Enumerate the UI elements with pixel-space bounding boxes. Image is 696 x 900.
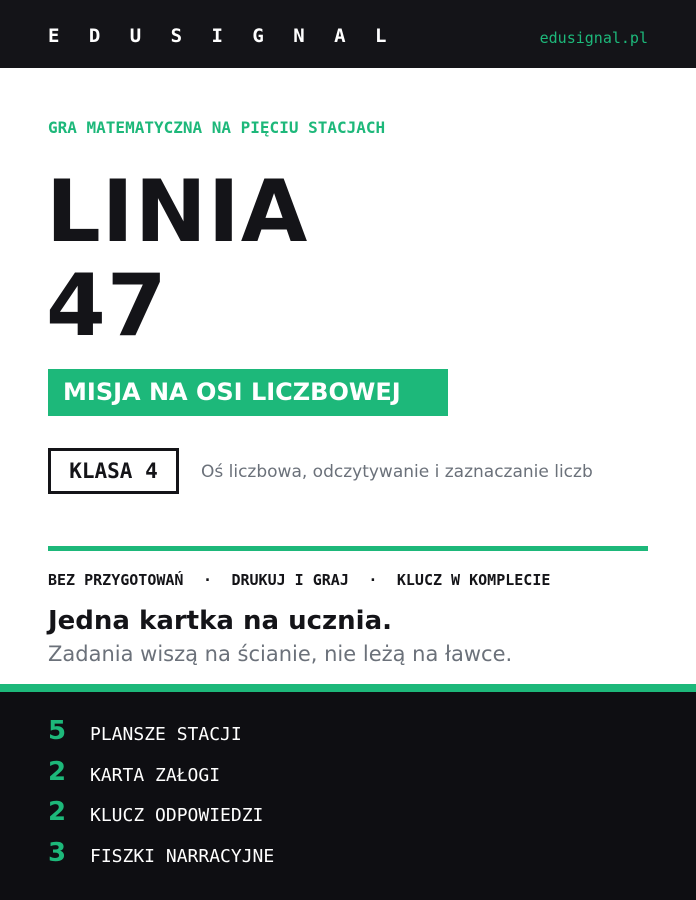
item-label: KLUCZ ODPOWIEDZI [90, 805, 264, 826]
item-label: FISZKI NARRACYJNE [90, 845, 275, 867]
item-label: PLANSZE STACJI [90, 724, 242, 745]
item-label: KARTA ZAŁOGI [90, 764, 221, 786]
page-title [46, 162, 309, 356]
item-count: 5 [48, 716, 67, 746]
list-item [48, 757, 648, 798]
eyebrow-text: GRA MATEMATYCZNA NA PIĘCIU STACJACH [48, 118, 386, 137]
list-item [48, 797, 648, 838]
title-line-1: LINIA [46, 162, 309, 262]
tagline-subline: Zadania wiszą na ścianie, nie leżą na ławce. [48, 642, 513, 666]
feature-item: KLUCZ W KOMPLECIE [396, 571, 551, 589]
mission-banner: MISJA NA OSI LICZBOWEJ [48, 369, 448, 416]
brand-logo: E D U S I G N A L [48, 25, 396, 47]
item-count: 2 [48, 797, 67, 827]
divider [48, 546, 648, 551]
tagline-headline: Jedna kartka na ucznia. [48, 606, 393, 636]
accent-divider [0, 684, 696, 692]
item-count: 2 [48, 756, 67, 787]
feature-separator: · [202, 571, 212, 589]
feature-separator: · [368, 571, 378, 589]
feature-item: DRUKUJ I GRAJ [231, 571, 349, 589]
item-count: 3 [48, 837, 67, 868]
topic-text: Oś liczbowa, odczytywanie i zaznaczanie liczb [201, 462, 593, 482]
site-link[interactable]: edusignal.pl [539, 29, 648, 47]
feature-item: BEZ PRZYGOTOWAŃ [48, 571, 184, 589]
list-item [48, 838, 648, 879]
title-line-2: 47 [46, 256, 168, 356]
top-bar [0, 0, 696, 68]
list-item [48, 716, 648, 757]
grade-badge: KLASA 4 [48, 448, 179, 494]
features-list [48, 571, 550, 589]
contents-list [48, 716, 648, 878]
